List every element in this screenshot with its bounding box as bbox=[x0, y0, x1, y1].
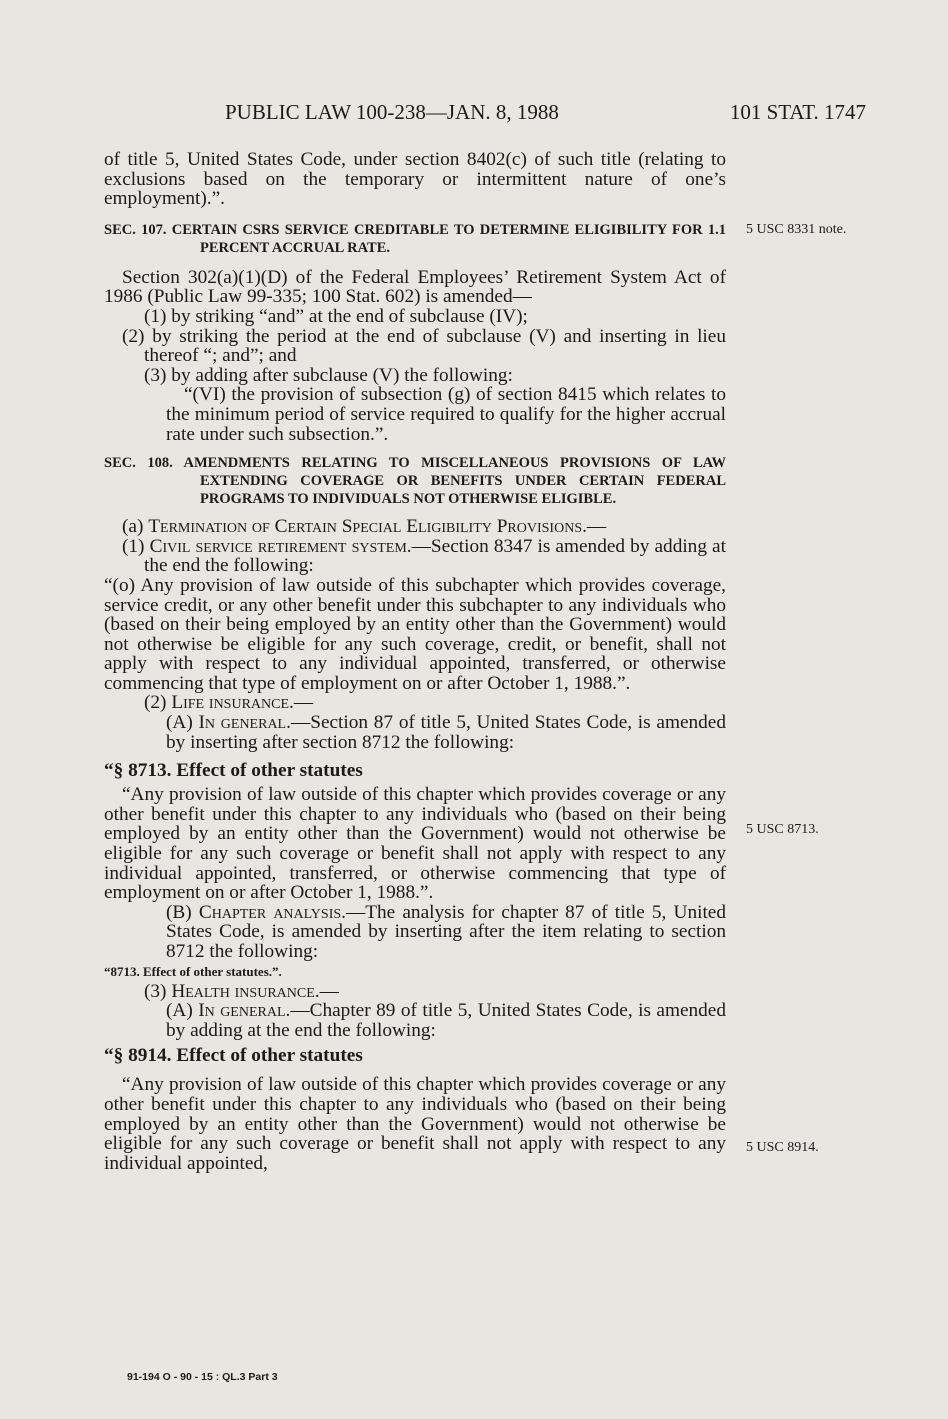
section-108-heading: SEC. 108. AMENDMENTS RELATING TO MISCELLANEOUS PROVISIONS OF LAW EXTENDING COVERAGE OR BENEFITS UNDER CERTAIN FEDERAL PROGRAMS TO INDIVIDUALS NOT OTHERWISE ELIGIBLE. bbox=[104, 455, 726, 508]
document-body bbox=[104, 150, 726, 1173]
subparagraph-b-chapter-analysis: (B) Chapter analysis.—The analysis for chapter 87 of title 5, United States Code, is amended by inserting after the item relating to section 8712 the following: bbox=[166, 901, 727, 962]
section-107-heading: SEC. 107. CERTAIN CSRS SERVICE CREDITABLE TO DETERMINE ELIGIBILITY FOR 1.1 PERCENT ACCRUAL RATE. bbox=[104, 221, 726, 256]
table-of-sections-entry: “8713. Effect of other statutes.”. bbox=[104, 963, 282, 979]
print-footer: 91-194 O - 90 - 15 : QL.3 Part 3 bbox=[127, 1371, 278, 1383]
header-public-law: PUBLIC LAW 100-238—JAN. 8, 1988 bbox=[225, 100, 559, 124]
subparagraph-a-health-general: (A) In general.—Chapter 89 of title 5, United States Code, is amended by adding at the end the following: bbox=[166, 1000, 726, 1041]
section-8914-text: “Any provision of law outside of this chapter which provides coverage or any other benefit under this chapter to any individuals who (based on their being employed by an entity other than the Government) would not otherwise be eligible for any such coverage or benefit shall not apply with respect to any individual appointed, bbox=[104, 1074, 726, 1174]
subparagraph-a-in-general: (A) In general.—Section 87 of title 5, United States Code, is amended by inserting after section 8712 the following: bbox=[166, 712, 727, 753]
amendment-3: (3) by adding after subclause (V) the following: bbox=[144, 364, 513, 386]
paragraph-2-life-insurance: (2) Life insurance.— bbox=[144, 692, 314, 714]
amendment-2: (2) by striking the period at the end of subclause (V) and inserting in lieu thereof “; and”; and bbox=[122, 325, 726, 367]
margin-note-8331: 5 USC 8331 note. bbox=[746, 222, 847, 237]
margin-note-8914: 5 USC 8914. bbox=[746, 1140, 819, 1155]
header-stat-page: 101 STAT. 1747 bbox=[729, 100, 866, 124]
amendment-1: (1) by striking “and” at the end of subclause (IV); bbox=[144, 305, 528, 327]
paragraph-1-civil-service: (1) Civil service retirement system.—Section 8347 is amended by adding at the end the following: bbox=[122, 535, 726, 577]
margin-note-8713: 5 USC 8713. bbox=[746, 822, 819, 837]
section-8914-heading: “§ 8914. Effect of other statutes bbox=[104, 1045, 363, 1067]
section-107-intro: Section 302(a)(1)(D) of the Federal Employees’ Retirement System Act of 1986 (Public Law 99-335; 100 Stat. 602) is amended— bbox=[104, 266, 726, 308]
subsection-a-heading: (a) Termination of Certain Special Eligibility Provisions.— bbox=[122, 516, 607, 538]
new-subsection-o: “(o) Any provision of law outside of this subchapter which provides coverage, service credit, or any other benefit under this subchapter to any individuals who (based on their being employed by an entity other than the Government) would not otherwise be eligible for any such coverage, credit, or benefit, shall not apply with respect to any individual appointed, transferred, or otherwise commencing that type of employment on or after October 1, 1988.”. bbox=[104, 574, 726, 694]
subclause-vi: “(VI) the provision of subsection (g) of section 8415 which relates to the minimum period of service required to qualify for the higher accrual rate under such subsection.”. bbox=[166, 384, 726, 445]
paragraph-3-health-insurance: (3) Health insurance.— bbox=[144, 980, 339, 1002]
paragraph-continuation: of title 5, United States Code, under section 8402(c) of such title (relating to exclusions based on the temporary or intermittent nature of one’s employment).”. bbox=[104, 149, 726, 210]
section-8713-heading: “§ 8713. Effect of other statutes bbox=[104, 760, 363, 782]
section-8713-text: “Any provision of law outside of this chapter which provides coverage or any other benefit under this chapter to any individuals who (based on their being employed by an entity other than the Government) would not otherwise be eligible for any such coverage or benefit shall not apply with respect to any individual appointed, transferred, or otherwise commencing that type of employment on or after October 1, 1988.”. bbox=[104, 784, 726, 904]
